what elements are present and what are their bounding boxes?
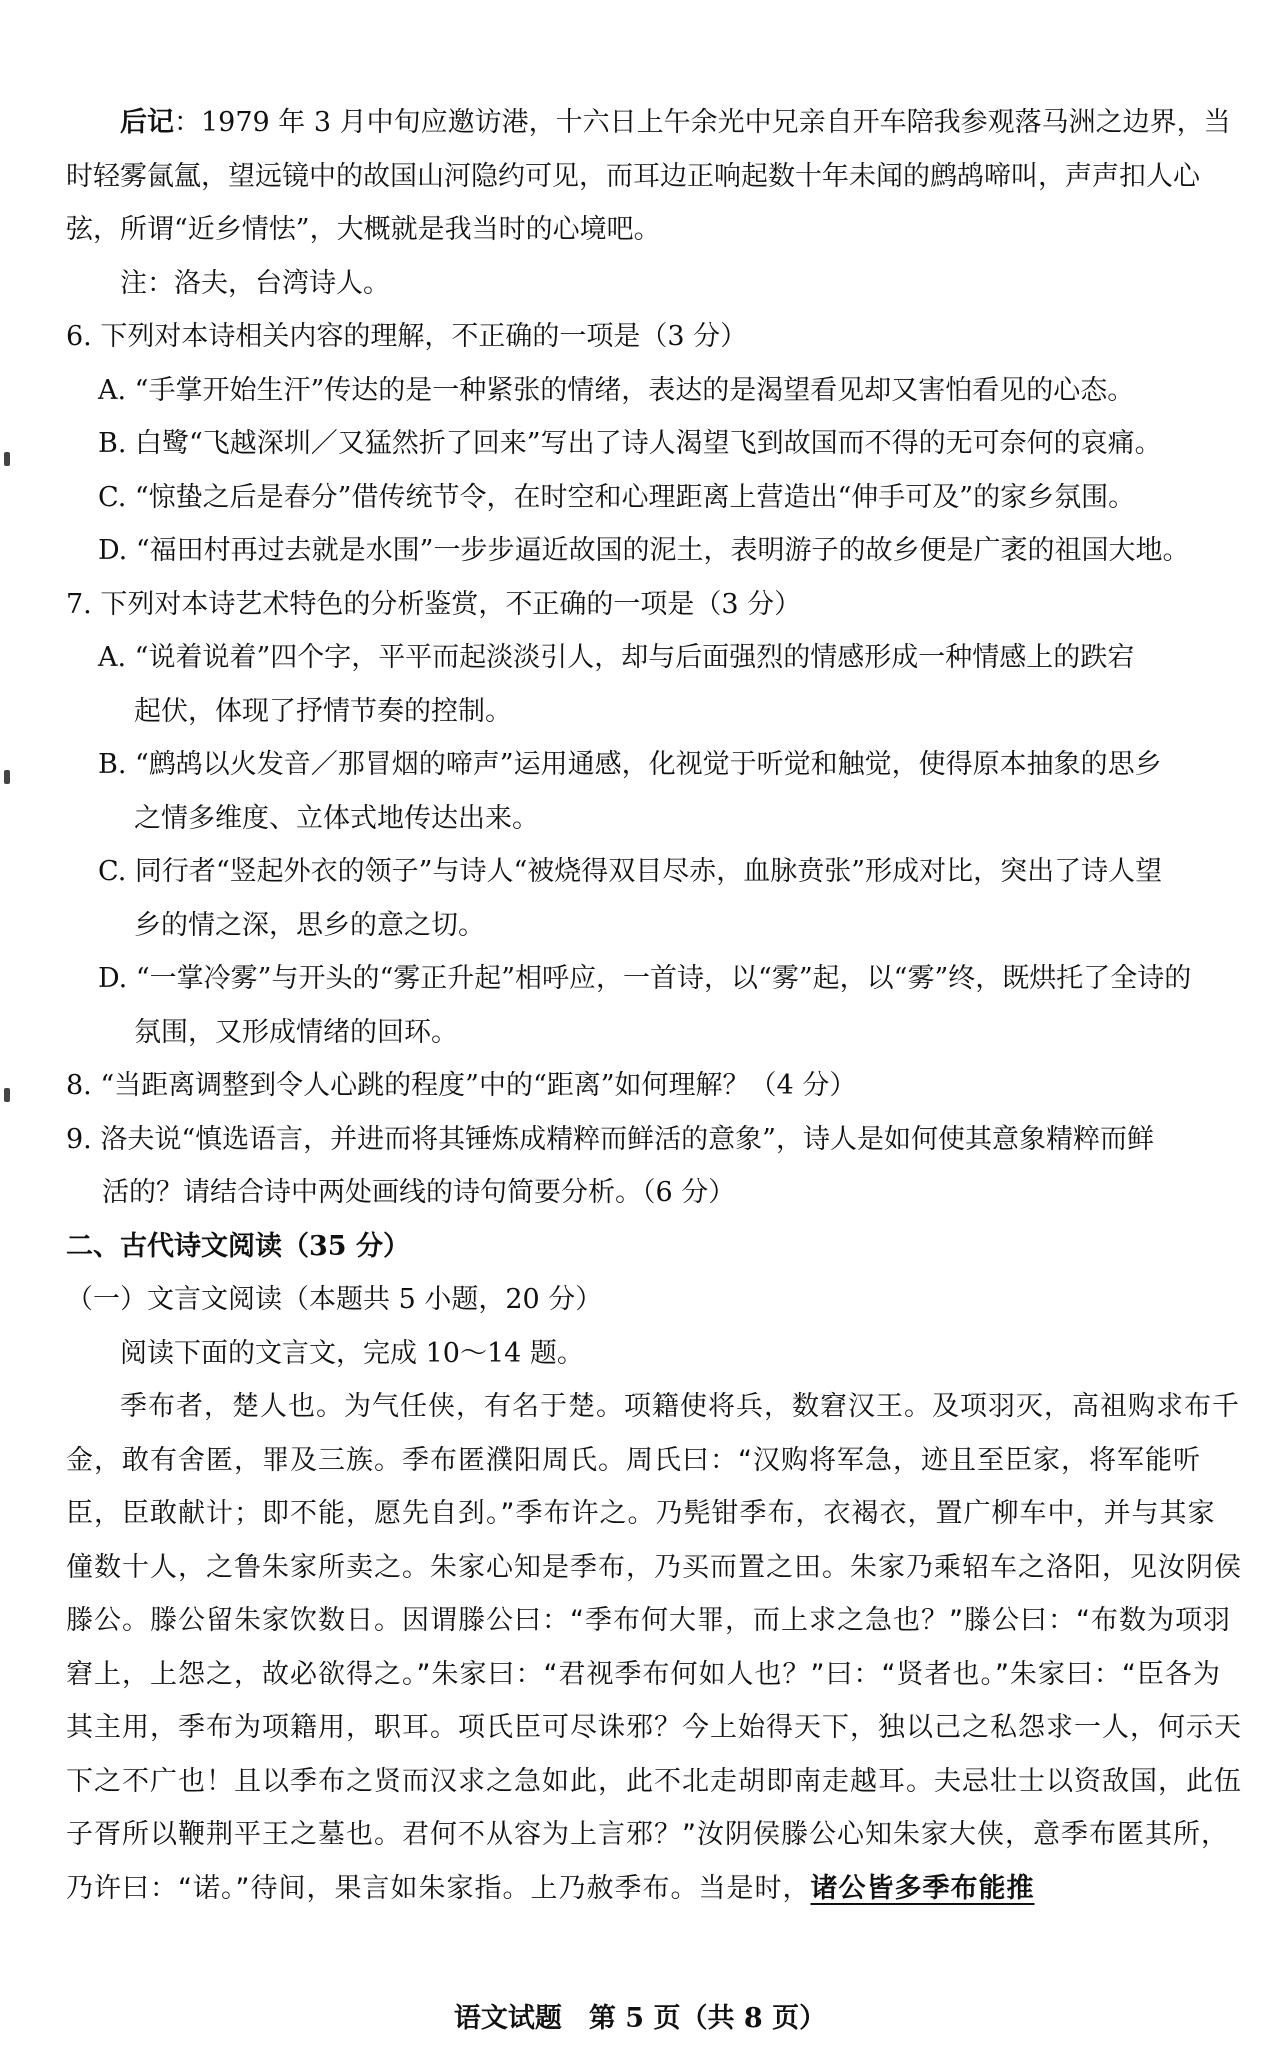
question-6-option-d: D. “福田村再过去就是水围”一步步逼近故国的泥土，表明游子的故乡便是广袤的祖国大地。 xyxy=(98,535,1190,566)
question-9-line1: 9. 洛夫说“慎选语言，并进而将其锤炼成精粹而鲜活的意象”，诗人是如何使其意象精粹而鲜 xyxy=(66,1123,1154,1155)
page-footer: 语文试题 第 5 页（共 8 页） xyxy=(453,2003,827,2034)
postscript xyxy=(66,96,1242,257)
question-7-option-a: A. “说着说着”四个字，平平而起淡淡引人，却与后面强烈的情感形成一种情感上的跌宕 xyxy=(98,642,1135,673)
question-7-option-d: D. “一掌冷雾”与开头的“雾正升起”相呼应，一首诗，以“雾”起，以“雾”终，既烘托了全诗的 xyxy=(98,963,1192,994)
question-6-stem: 6. 下列对本诗相关内容的理解，不正确的一项是（3 分） xyxy=(66,321,748,352)
poet-note: 注：洛夫，台湾诗人。 xyxy=(120,267,390,299)
passage-text: 季布者，楚人也。为气任侠，有名于楚。项籍使将兵，数窘汉王。及项羽灭，高祖购求布千金，敢有舍匿，罪及三族。季布匿濮阳周氏。周氏曰：“汉购将军急，迹且至臣家，将军能听臣，臣敢献计；即不能，愿先自刭。”季布许之。乃髡钳季布，衣褐衣，置广柳车中，并与其家僮数十人，之鲁朱家所卖之。朱家心知是季布，乃买而置之田。朱家乃乘轺车之洛阳，见汝阴侯滕公。滕公留朱家饮数日。因谓滕公曰：“季布何大罪，而上求之急也？”滕公曰：“布数为项羽窘上，上怨之，故必欲得之。”朱家曰：“君视季布何如人也？”曰：“贤者也。”朱家曰：“臣各为其主用，季布为项籍用，职耳。项氏臣可尽诛邪？今上始得天下，独以己之私怨求一人，何示天下之不广也！且以季布之贤而汉求之急如此，此不北走胡即南走越耳。夫忌壮士以资敌国，此伍子胥所以鞭荆平王之墓也。君何不从容为上言邪？”汝阴侯滕公心知朱家大侠，意季布匿其所，乃许曰：“诺。”待间，果言如朱家指。上乃赦季布。当是时， xyxy=(66,1391,1242,1904)
question-7-option-c-cont: 乡的情之深，思乡的意之切。 xyxy=(134,909,485,941)
question-7-option-a-cont: 起伏，体现了抒情节奏的控制。 xyxy=(134,695,512,727)
reading-instruction: 阅读下面的文言文，完成 10～14 题。 xyxy=(120,1337,584,1369)
scan-margin-mark xyxy=(4,452,10,466)
question-6-option-c: C. “惊蛰之后是春分”借传统节令，在时空和心理距离上营造出“伸手可及”的家乡氛围。 xyxy=(98,481,1136,513)
question-7-option-b-cont: 之情多维度、立体式地传达出来。 xyxy=(134,802,539,834)
postscript-label: 后记 xyxy=(120,107,174,138)
page-content xyxy=(66,96,1242,1915)
question-6-option-a: A. “手掌开始生汗”传达的是一种紧张的情绪，表达的是渴望看见却又害怕看见的心态。 xyxy=(98,374,1135,406)
question-7-stem: 7. 下列对本诗艺术特色的分析鉴赏，不正确的一项是（3 分） xyxy=(66,588,802,620)
question-7-option-c: C. 同行者“竖起外衣的领子”与诗人“被烧得双目尽赤，血脉贲张”形成对比，突出了诗人望 xyxy=(98,856,1163,887)
section-2-subtitle: （一）文言文阅读（本题共 5 小题，20 分） xyxy=(66,1284,603,1315)
question-8: 8. “当距离调整到令人心跳的程度”中的“距离”如何理解？（4 分） xyxy=(66,1070,857,1101)
passage-underlined-sentence: 诸公皆多季布能推 xyxy=(810,1872,1035,1904)
section-2-title: 二、古代诗文阅读（35 分） xyxy=(66,1230,410,1262)
question-7-option-d-cont: 氛围，又形成情绪的回环。 xyxy=(134,1016,458,1048)
question-6-option-b: B. 白鹭“飞越深圳／又猛然折了回来”写出了诗人渴望飞到故国而不得的无可奈何的哀痛。 xyxy=(98,428,1162,459)
question-7-option-b: B. “鹧鸪以火发音／那冒烟的啼声”运用通感，化视觉于听觉和触觉，使得原本抽象的思乡 xyxy=(98,749,1162,780)
postscript-text: ：1979 年 3 月中旬应邀访港，十六日上午余光中兄亲自开车陪我参观落马洲之边界，当时轻雾氤氲，望远镜中的故国山河隐约可见，而耳边正响起数十年未闻的鹧鸪啼叫，声声扣人心弦，所谓“近乡情怯”，大概就是我当时的心境吧。 xyxy=(66,107,1231,245)
classical-passage xyxy=(66,1380,1242,1915)
scan-margin-mark xyxy=(4,1088,10,1102)
scan-margin-mark xyxy=(4,770,10,784)
question-9-line2: 活的？请结合诗中两处画线的诗句简要分析。（6 分） xyxy=(102,1177,736,1208)
